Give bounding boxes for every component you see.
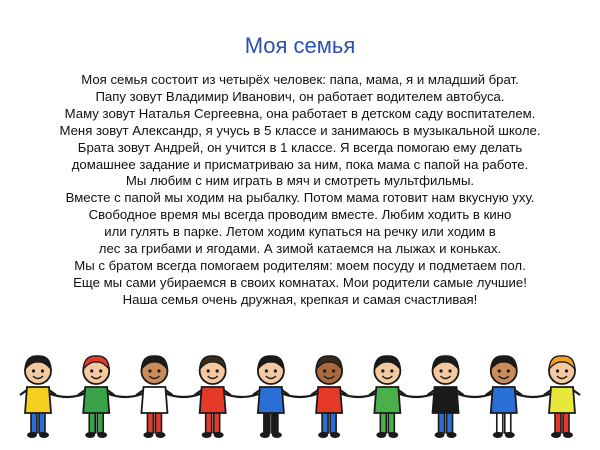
text-line: Папу зовут Владимир Иванович, он работает водителем автобуса. [95, 88, 505, 104]
text-line: Меня зовут Александр, я учусь в 5 классе и занимаюсь в музыкальной школе. [59, 122, 541, 138]
child-figure [369, 356, 405, 438]
story-text [0, 72, 600, 309]
child-figure [544, 356, 580, 438]
text-line: Брата зовут Андрей, он учится в 1 классе. Я всегда помогаю ему делать [77, 139, 523, 155]
child-figure [136, 356, 172, 438]
text-line: домашнее задание и присматриваю за ним, пока мама с папой на работе. [71, 156, 529, 172]
text-line: Мы с братом всегда помогаем родителям: моем посуду и подметаем пол. [74, 257, 526, 273]
child-figure [311, 356, 347, 438]
child-figure [428, 356, 464, 438]
text-line: Моя семья состоит из четырёх человек: папа, мама, я и младший брат. [81, 72, 519, 87]
child-figure [486, 356, 522, 438]
text-line: Еще мы сами убираемся в своих комнатах. Мои родители самые лучшие! [73, 274, 527, 290]
child-figure [20, 356, 56, 438]
child-figure [195, 356, 231, 438]
text-line: Мы любим с ним играть в мяч и смотреть мультфильмы. [125, 173, 475, 189]
text-line: Маму зовут Наталья Сергеевна, она работает в детском саду воспитателем. [64, 105, 536, 121]
text-line: лес за грибами и ягодами. А зимой катаемся на лыжах и коньках. [98, 241, 502, 257]
text-line: Свободное время мы всегда проводим вместе. Любим ходить в кино [88, 207, 512, 223]
children-illustration [0, 345, 600, 450]
child-figure [78, 356, 114, 438]
text-line: или гулять в парке. Летом ходим купаться на речку или ходим в [104, 224, 496, 240]
child-figure [253, 356, 289, 438]
text-line: Наша семья очень дружная, крепкая и самая счастливая! [122, 291, 478, 307]
text-line: Вместе с папой мы ходим на рыбалку. Потом мама готовит нам вкусную уху. [65, 190, 535, 206]
page-title: Моя семья [244, 33, 356, 58]
